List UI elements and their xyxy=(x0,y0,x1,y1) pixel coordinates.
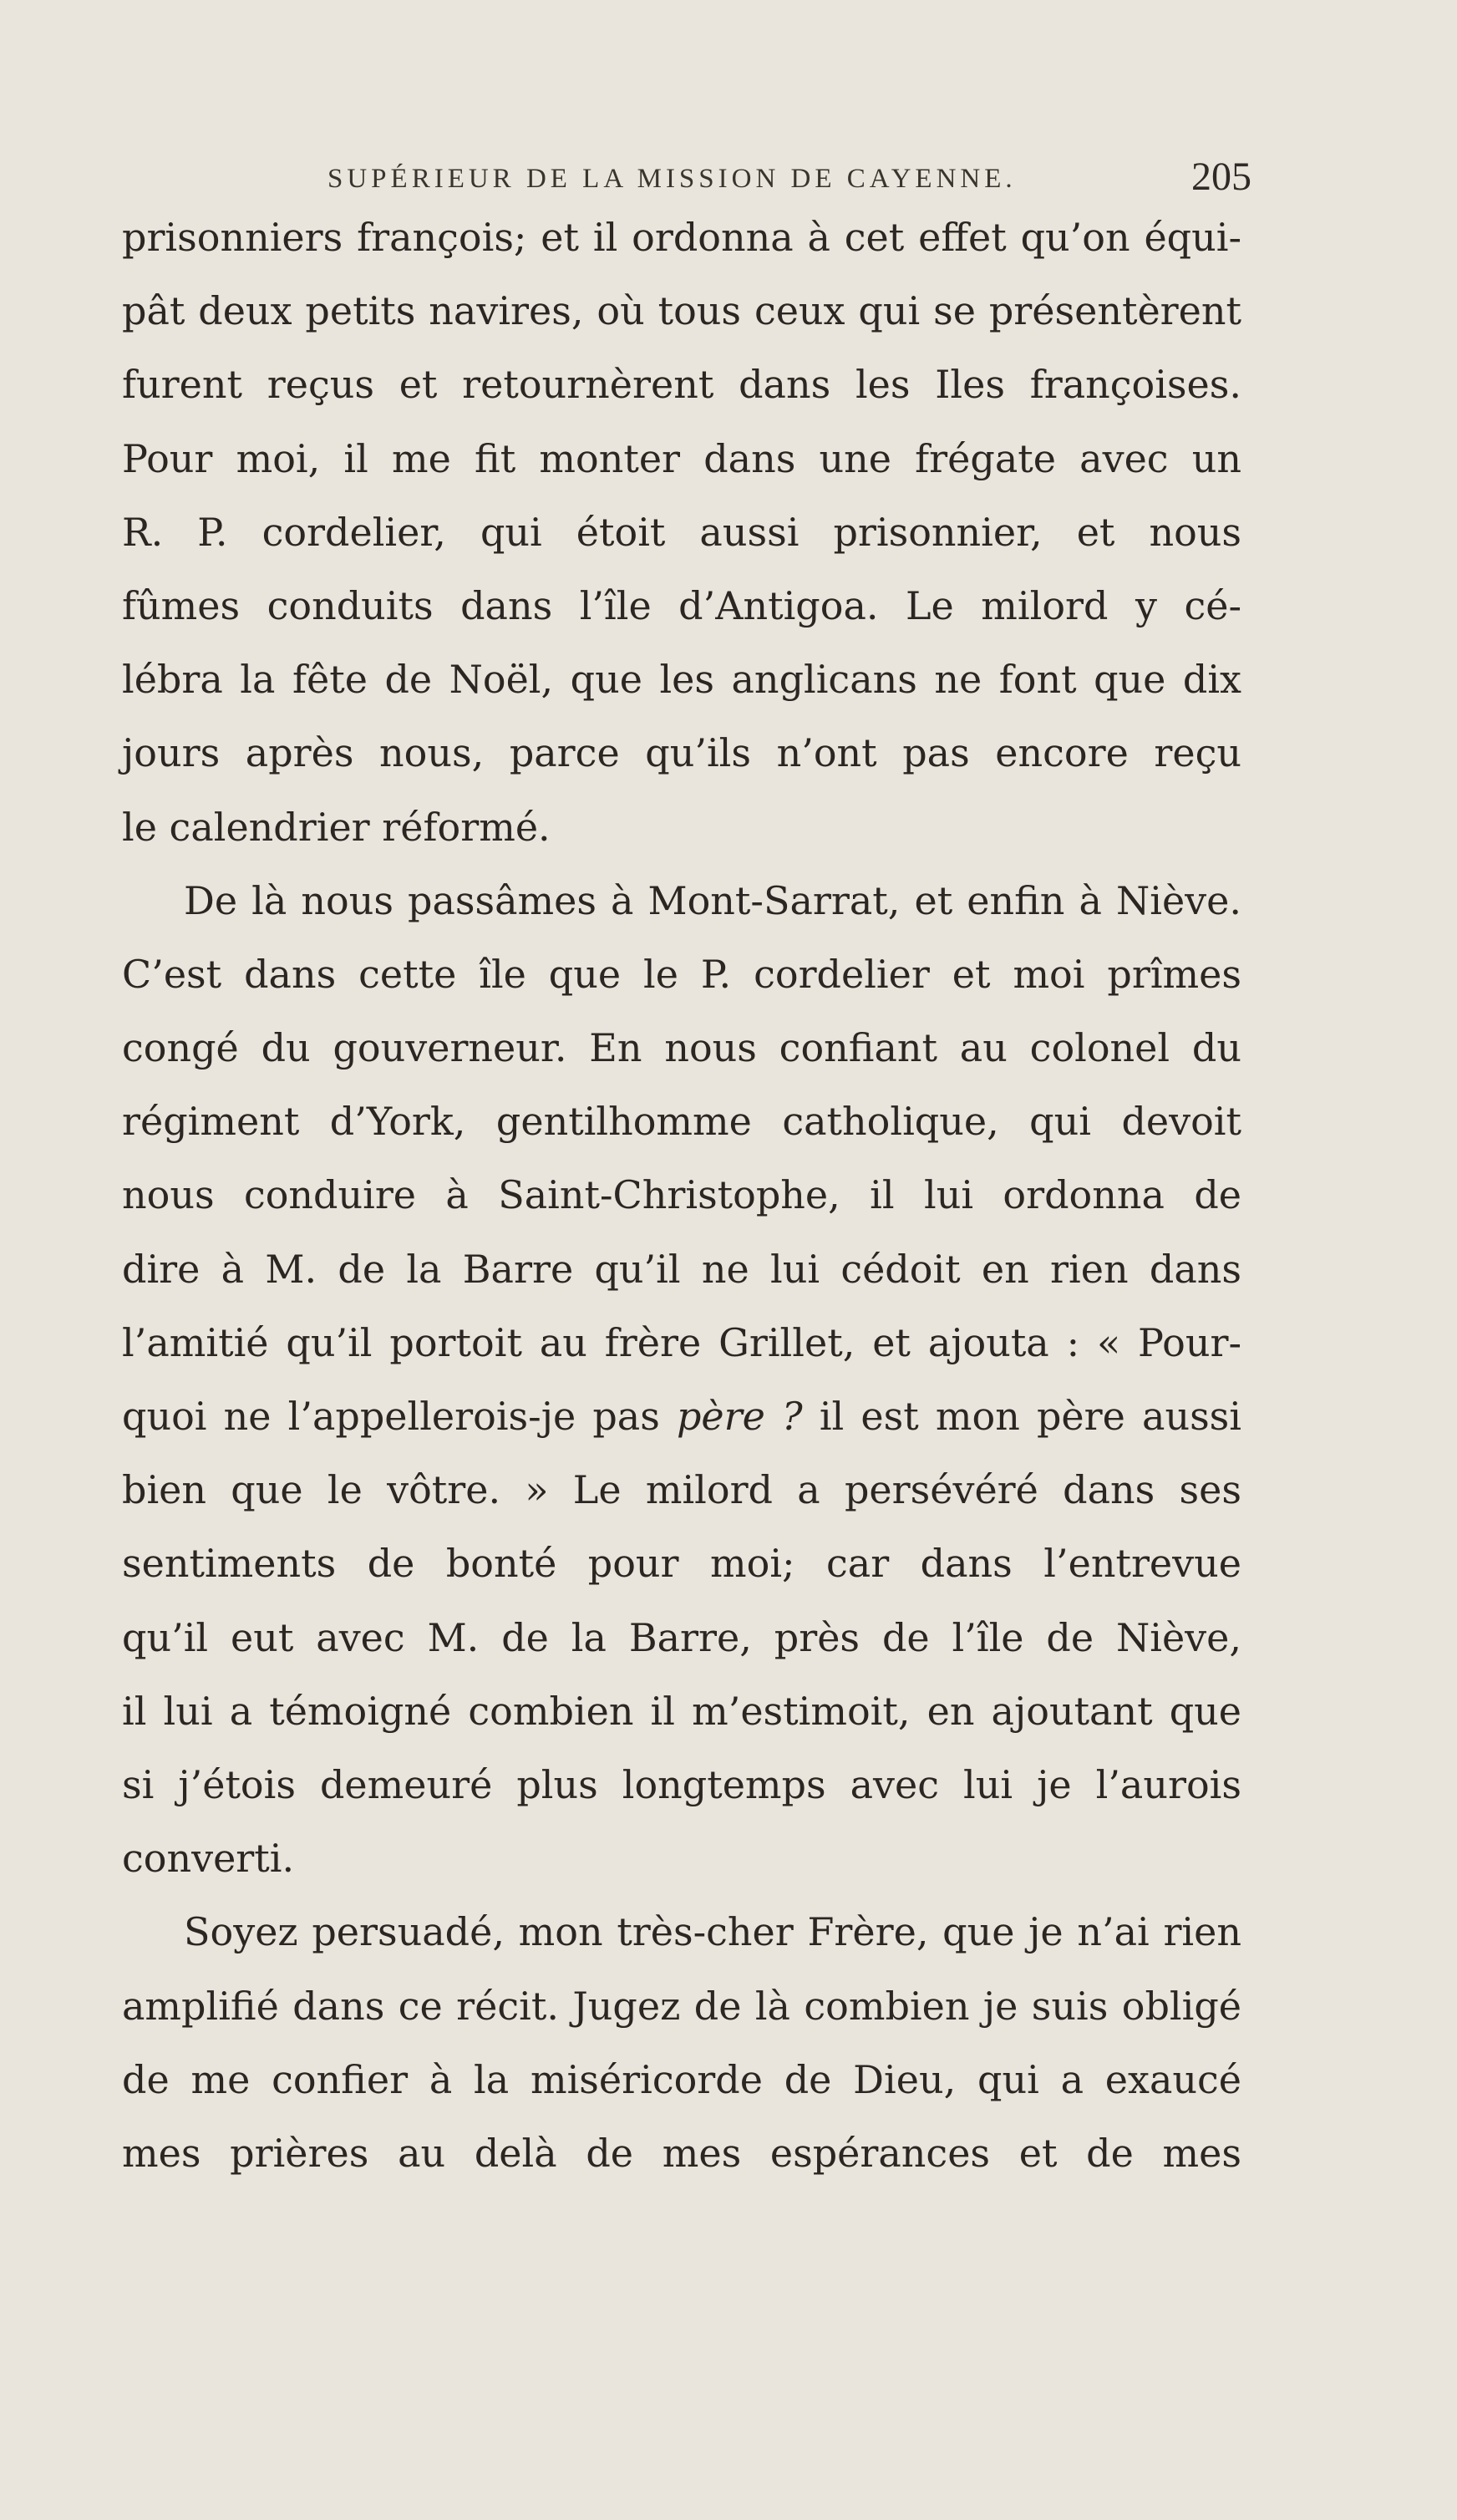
text-line: il lui a témoigné combien il m’estimoit, en ajoutant que xyxy=(122,1688,1241,1734)
text-line: bien que le vôtre. » Le milord a persévéré dans ses xyxy=(122,1467,1241,1513)
text-segment: quoi ne l’appellerois-je pas xyxy=(122,1394,677,1439)
text-line: prisonniers françois; et il ordonna à cet effet qu’on équi- xyxy=(122,215,1241,260)
italic-word: père ? xyxy=(676,1394,803,1439)
text-line: qu’il eut avec M. de la Barre, près de l’île de Niève, xyxy=(122,1614,1241,1660)
text-segment: il est mon père aussi xyxy=(802,1394,1241,1439)
text-line: R. P. cordelier, qui étoit aussi prisonnier, et nous xyxy=(122,509,1241,555)
text-line: nous conduire à Saint-Christophe, il lui ordonna de xyxy=(122,1172,1241,1218)
text-line: fûmes conduits dans l’île d’Antigoa. Le milord y cé- xyxy=(122,582,1241,628)
page-number: 205 xyxy=(1191,155,1251,199)
text-line: jours après nous, parce qu’ils n’ont pas encore reçu xyxy=(122,730,1241,776)
text-line: dire à M. de la Barre qu’il ne lui cédoit en rien dans xyxy=(122,1246,1241,1292)
paragraph-first-line: De là nous passâmes à Mont-Sarrat, et enfin à Niève. xyxy=(184,877,1241,923)
text-line: congé du gouverneur. En nous confiant au colonel du xyxy=(122,1025,1241,1071)
text-line: l’amitié qu’il portoit au frère Grillet, et ajouta : « Pour- xyxy=(122,1319,1241,1365)
text-line: sentiments de bonté pour moi; car dans l’entrevue xyxy=(122,1541,1241,1587)
running-title: SUPÉRIEUR DE LA MISSION DE CAYENNE. xyxy=(327,164,1017,194)
paragraph-last-line: le calendrier réformé. xyxy=(122,804,551,850)
body-text xyxy=(122,201,1241,2190)
text-line: Pour moi, il me fit monter dans une frégate avec un xyxy=(122,435,1241,481)
text-line: C’est dans cette île que le P. cordelier et moi prîmes xyxy=(122,951,1241,997)
paragraph-first-line: Soyez persuadé, mon très-cher Frère, que je n’ai rien xyxy=(184,1909,1241,1955)
text-line: si j’étois demeuré plus longtemps avec lui je l’aurois xyxy=(122,1761,1241,1807)
text-line: amplifié dans ce récit. Jugez de là combien je suis obligé xyxy=(122,1983,1241,2029)
text-line-with-italic xyxy=(122,1379,1241,1453)
text-line: régiment d’York, gentilhomme catholique, qui devoit xyxy=(122,1099,1241,1145)
text-line: pât deux petits navires, où tous ceux qui se présentèrent xyxy=(122,288,1241,334)
text-line: lébra la fête de Noël, que les anglicans ne font que dix xyxy=(122,657,1241,703)
text-line: mes prières au delà de mes espérances et de mes xyxy=(122,2130,1241,2176)
text-line: furent reçus et retournèrent dans les Iles françoises. xyxy=(122,362,1241,408)
paragraph-last-line: converti. xyxy=(122,1836,295,1882)
running-head xyxy=(327,154,1251,197)
text-line: de me confier à la miséricorde de Dieu, qui a exaucé xyxy=(122,2056,1241,2102)
